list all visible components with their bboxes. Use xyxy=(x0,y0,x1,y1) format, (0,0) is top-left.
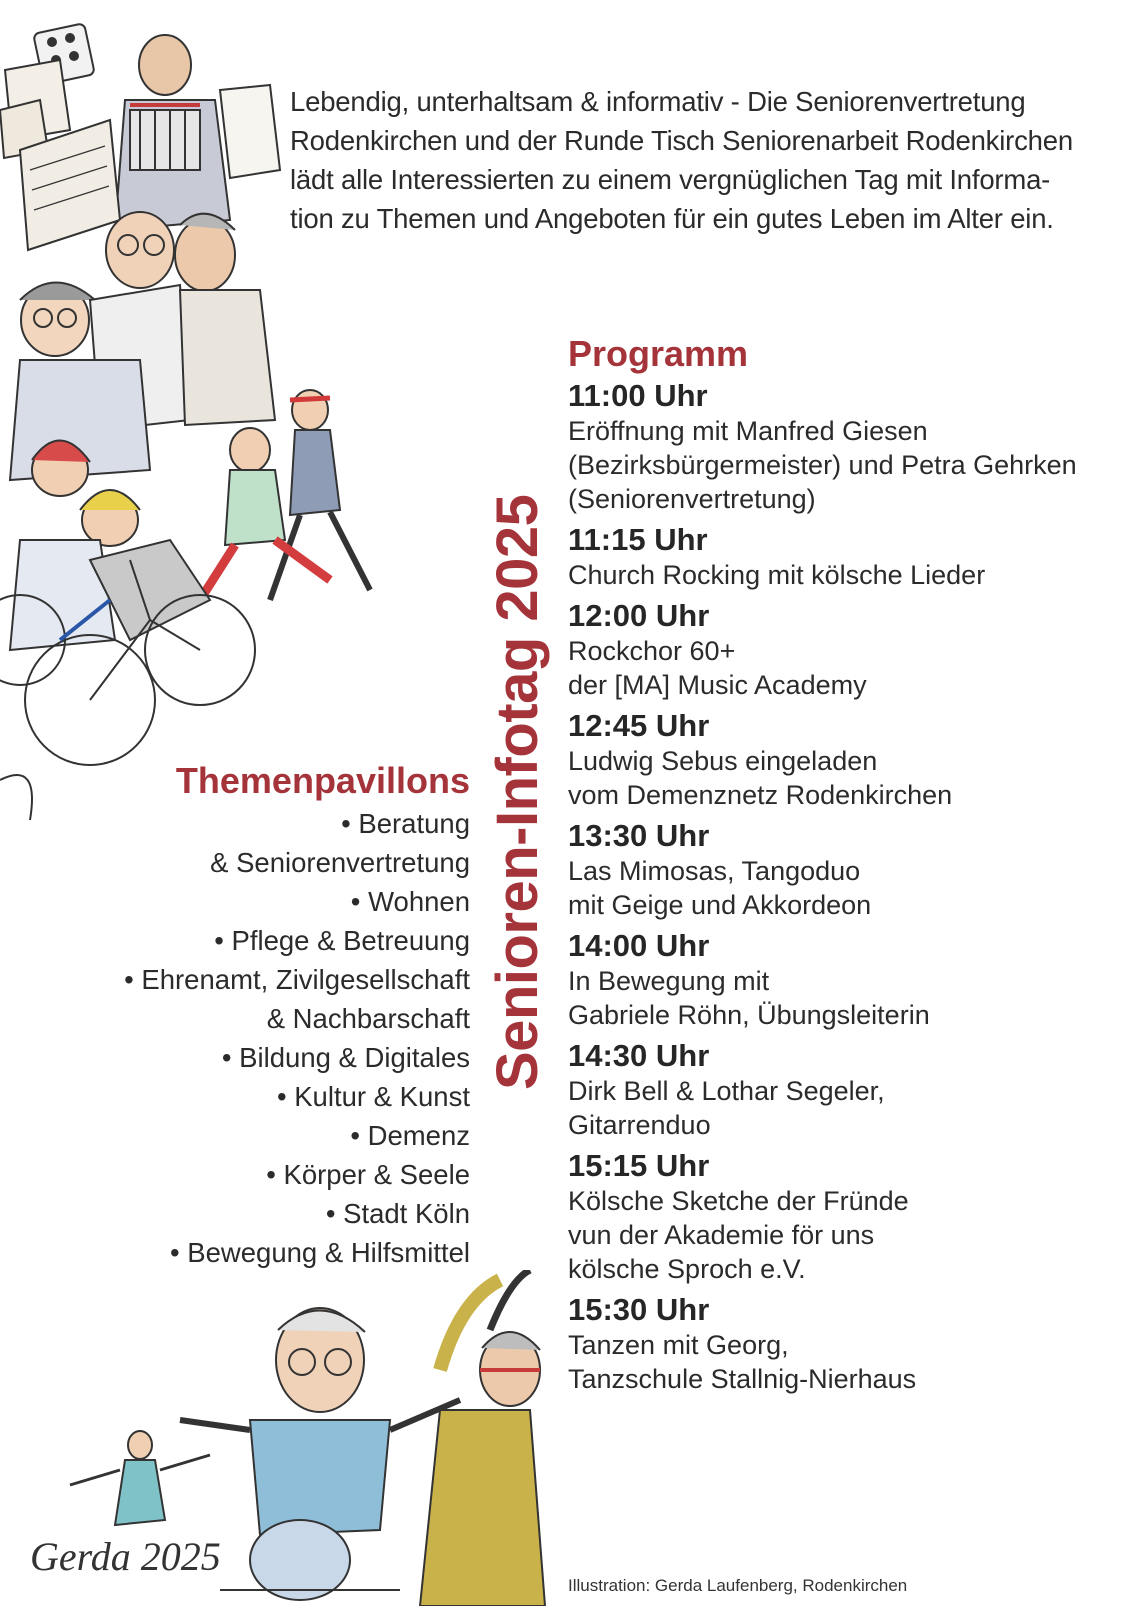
program-section xyxy=(568,332,1128,1402)
themen-item: • Beratung xyxy=(341,808,470,839)
themen-item: • Stadt Köln xyxy=(325,1198,470,1229)
event-description: Rockchor 60+ xyxy=(568,636,736,666)
intro-line: Rodenkirchen und der Runde Tisch Seniorenarbeit Rodenkirchen xyxy=(290,125,1073,156)
themen-item: • Ehrenamt, Zivilgesellschaft xyxy=(124,964,470,995)
themen-item: • Wohnen xyxy=(350,886,470,917)
event-time: 12:00 Uhr xyxy=(568,598,710,633)
illustration-bottom-left xyxy=(20,1270,550,1606)
event-time: 14:30 Uhr xyxy=(568,1038,710,1073)
event-description: Gitarrenduo xyxy=(568,1110,711,1140)
event-description: (Bezirksbürgermeister) und Petra Gehrken xyxy=(568,450,1077,480)
event-description: Las Mimosas, Tangoduo xyxy=(568,856,861,886)
event-description: der [MA] Music Academy xyxy=(568,670,867,700)
event-description: (Seniorenvertretung) xyxy=(568,484,816,514)
program-event xyxy=(568,928,1128,1032)
event-description: Gabriele Röhn, Übungsleiterin xyxy=(568,1000,930,1030)
intro-line: lädt alle Interessierten zu einem vergnüglichen Tag mit Informa- xyxy=(290,164,1051,195)
themen-item: • Bildung & Digitales xyxy=(221,1042,470,1073)
event-time: 15:15 Uhr xyxy=(568,1148,710,1183)
vertical-title: Senioren-Infotag 2025 xyxy=(485,494,550,1090)
event-description: In Bewegung mit xyxy=(568,966,770,996)
event-time: 15:30 Uhr xyxy=(568,1292,710,1327)
event-time: 11:00 Uhr xyxy=(568,378,708,413)
themen-title: Themenpavillons xyxy=(175,760,470,801)
themen-item: • Körper & Seele xyxy=(266,1159,470,1190)
themen-item: • Bewegung & Hilfsmittel xyxy=(169,1237,470,1268)
event-description: Ludwig Sebus eingeladen xyxy=(568,746,878,776)
program-event xyxy=(568,598,1128,702)
program-event xyxy=(568,708,1128,812)
themen-item: • Pflege & Betreuung xyxy=(214,925,470,956)
event-description: vom Demenznetz Rodenkirchen xyxy=(568,780,953,810)
signature: Gerda 2025 xyxy=(30,1534,221,1579)
event-time: 13:30 Uhr xyxy=(568,818,710,853)
event-description: Church Rocking mit kölsche Lieder xyxy=(568,560,986,590)
program-event xyxy=(568,522,1128,592)
illustration-credit: Illustration: Gerda Laufenberg, Rodenkirchen xyxy=(568,1576,908,1595)
event-time: 12:45 Uhr xyxy=(568,708,710,743)
program-title: Programm xyxy=(568,333,749,374)
program-event xyxy=(568,818,1128,922)
event-time: 11:15 Uhr xyxy=(568,522,708,557)
themen-item: • Demenz xyxy=(350,1120,470,1151)
event-description: Dirk Bell & Lothar Segeler, xyxy=(568,1076,885,1106)
event-description: vun der Akademie för uns xyxy=(568,1220,875,1250)
event-description: kölsche Sproch e.V. xyxy=(568,1254,806,1284)
themen-item: & Nachbarschaft xyxy=(266,1003,470,1034)
themen-item: • Kultur & Kunst xyxy=(276,1081,470,1112)
program-event xyxy=(568,1292,1128,1396)
event-description: Tanzen mit Georg, xyxy=(568,1330,789,1360)
event-time: 14:00 Uhr xyxy=(568,928,710,963)
program-event xyxy=(568,1148,1128,1286)
program-event xyxy=(568,378,1128,516)
event-description: Eröffnung mit Manfred Giesen xyxy=(568,416,928,446)
themen-item: & Seniorenvertretung xyxy=(210,847,470,878)
event-description: mit Geige und Akkordeon xyxy=(568,890,872,920)
themen-section xyxy=(124,758,470,1272)
program-event xyxy=(568,1038,1128,1142)
intro-text xyxy=(290,82,1100,238)
intro-line: Lebendig, unterhaltsam & informativ - Die Seniorenvertretung xyxy=(290,86,1026,117)
intro-line: tion zu Themen und Angeboten für ein gutes Leben im Alter ein. xyxy=(290,203,1054,234)
event-description: Kölsche Sketche der Fründe xyxy=(568,1186,909,1216)
event-description: Tanzschule Stallnig-Nierhaus xyxy=(568,1364,917,1394)
